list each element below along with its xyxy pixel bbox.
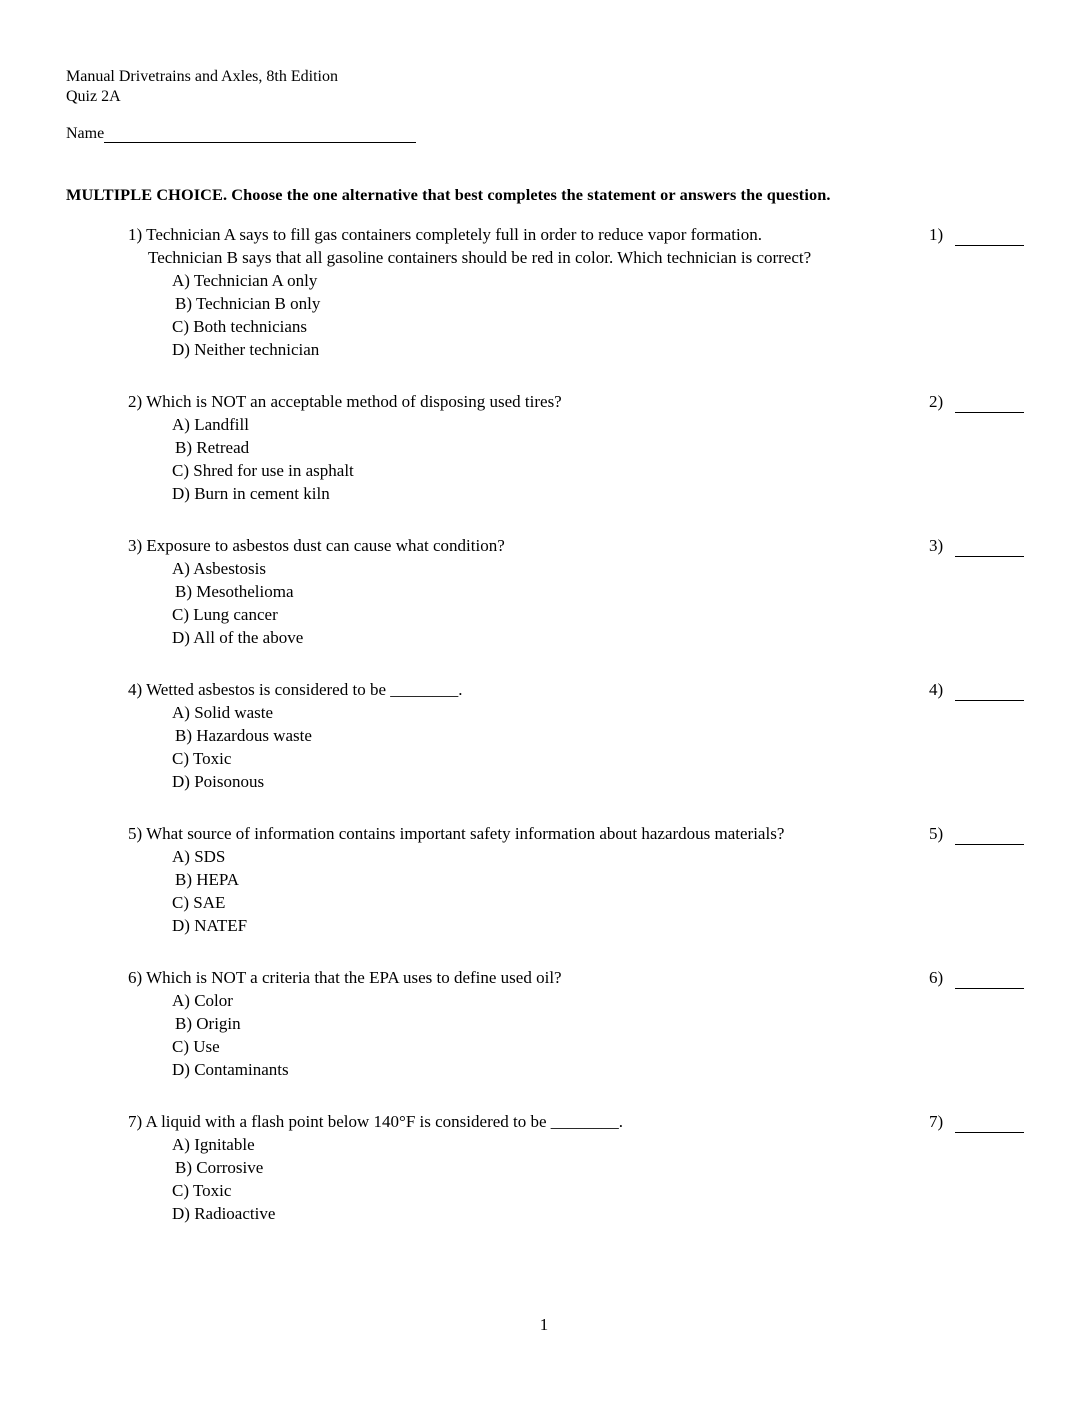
answer-blank[interactable] <box>955 537 1024 557</box>
answer-option: D) Poisonous <box>172 772 265 791</box>
answer-option: D) All of the above <box>172 628 304 647</box>
question-stem <box>0 1110 918 1133</box>
question-number: 1) <box>128 225 143 244</box>
answer-number: 4) <box>929 680 944 699</box>
answer-option: D) NATEF <box>172 916 248 935</box>
question-number: 2) <box>128 392 143 411</box>
question-number: 5) <box>128 824 143 843</box>
answer-slot <box>929 390 1024 413</box>
question <box>0 678 1088 793</box>
answer-option: D) Neither technician <box>172 340 320 359</box>
answer-slot <box>929 822 1024 845</box>
answer-option: A) Technician A only <box>172 271 318 290</box>
answer-option: C) Toxic <box>172 1181 232 1200</box>
answer-option: B) Retread <box>175 438 250 457</box>
answer-option: A) SDS <box>172 847 226 866</box>
answer-blank[interactable] <box>955 969 1024 989</box>
question-stem <box>0 678 918 701</box>
question-stem <box>0 966 918 989</box>
name-blank <box>104 125 416 143</box>
question-stem <box>0 822 918 845</box>
answer-option: A) Color <box>172 991 233 1010</box>
document-header <box>66 67 338 107</box>
answer-number: 1) <box>929 225 944 244</box>
quiz-title: Quiz 2A <box>66 88 121 105</box>
answer-option: A) Landfill <box>172 415 249 434</box>
answer-number: 5) <box>929 824 944 843</box>
question-text: Technician A says to fill gas containers completely full in order to reduce vapor formation. <box>146 225 762 244</box>
question-text-continued: Technician B says that all gasoline containers should be red in color. Which technician is correct? <box>148 248 812 267</box>
answer-slot <box>929 1110 1024 1133</box>
name-field <box>66 125 416 143</box>
name-label: Name <box>66 125 105 142</box>
question-stem <box>0 534 918 557</box>
answer-option: A) Ignitable <box>172 1135 255 1154</box>
answer-number: 7) <box>929 1112 944 1131</box>
answer-blank[interactable] <box>955 825 1024 845</box>
question-list <box>0 223 1088 1254</box>
answer-option: C) Toxic <box>172 749 232 768</box>
answer-blank[interactable] <box>955 393 1024 413</box>
instructions: MULTIPLE CHOICE. Choose the one alternative that best completes the statement or answers the question. <box>66 185 831 204</box>
answer-option: C) Lung cancer <box>172 605 278 624</box>
answer-option: B) HEPA <box>175 870 240 889</box>
question-stem <box>0 390 918 413</box>
question-stem <box>0 223 918 269</box>
question-number: 4) <box>128 680 143 699</box>
question-number: 6) <box>128 968 143 987</box>
answer-blank[interactable] <box>955 1113 1024 1133</box>
page-number: 1 <box>539 1315 549 1334</box>
answer-option: D) Burn in cement kiln <box>172 484 330 503</box>
question-text: What source of information contains important safety information about hazardous materials? <box>146 824 785 843</box>
question <box>0 966 1088 1081</box>
answer-option: C) SAE <box>172 893 226 912</box>
answer-number: 2) <box>929 392 944 411</box>
answer-slot <box>929 223 1024 246</box>
answer-option: C) Both technicians <box>172 317 308 336</box>
question-text: Wetted asbestos is considered to be ________. <box>146 680 463 699</box>
answer-blank[interactable] <box>955 681 1024 701</box>
answer-option: C) Shred for use in asphalt <box>172 461 354 480</box>
question-number: 3) <box>128 536 143 555</box>
answer-option: D) Contaminants <box>172 1060 289 1079</box>
question <box>0 223 1088 361</box>
question-text: Which is NOT a criteria that the EPA uses to define used oil? <box>146 968 562 987</box>
question-text: Exposure to asbestos dust can cause what condition? <box>146 536 505 555</box>
answer-option: B) Hazardous waste <box>175 726 312 745</box>
answer-option: B) Mesothelioma <box>175 582 294 601</box>
question <box>0 1110 1088 1225</box>
answer-slot <box>929 678 1024 701</box>
answer-option: B) Corrosive <box>175 1158 264 1177</box>
answer-number: 3) <box>929 536 944 555</box>
question-text: A liquid with a flash point below 140°F is considered to be ________. <box>145 1112 624 1131</box>
question-text: Which is NOT an acceptable method of disposing used tires? <box>146 392 562 411</box>
answer-number: 6) <box>929 968 944 987</box>
answer-option: B) Origin <box>175 1014 241 1033</box>
answer-slot <box>929 534 1024 557</box>
answer-slot <box>929 966 1024 989</box>
answer-option: D) Radioactive <box>172 1204 276 1223</box>
answer-option: C) Use <box>172 1037 220 1056</box>
course-title: Manual Drivetrains and Axles, 8th Edition <box>66 68 338 85</box>
question <box>0 822 1088 937</box>
answer-option: A) Asbestosis <box>172 559 266 578</box>
answer-blank[interactable] <box>955 226 1024 246</box>
answer-option: A) Solid waste <box>172 703 274 722</box>
question-number: 7) <box>128 1112 143 1131</box>
question <box>0 390 1088 505</box>
question <box>0 534 1088 649</box>
answer-option: B) Technician B only <box>175 294 321 313</box>
